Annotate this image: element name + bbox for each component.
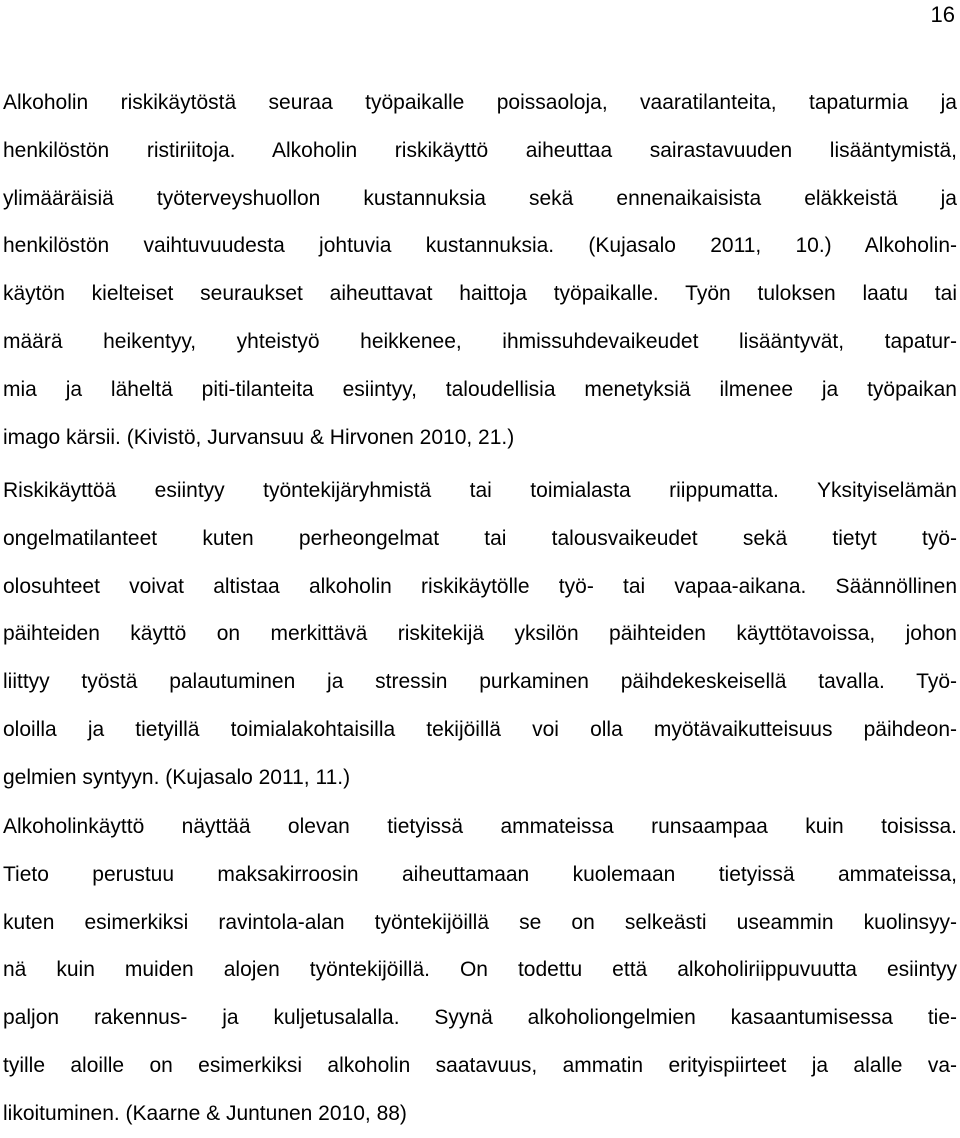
text-line: oloilla ja tietyillä toimialakohtaisilla tekijöillä voi olla myötävaikutteisuus päihdeon- bbox=[3, 717, 957, 741]
text-line: Tieto perustuu maksakirroosin aiheuttamaan kuolemaan tietyissä ammateissa, bbox=[3, 862, 957, 886]
text-line: imago kärsii. (Kivistö, Jurvansuu & Hirvonen 2010, 21.) bbox=[3, 425, 515, 449]
text-line: Alkoholin riskikäytöstä seuraa työpaikalle poissaoloja, vaaratilanteita, tapaturmia ja bbox=[3, 91, 957, 114]
paragraph-3 bbox=[3, 803, 957, 1138]
text-line: gelmien syntyyn. (Kujasalo 2011, 11.) bbox=[3, 765, 351, 789]
text-line: kuten esimerkiksi ravintola-alan työntekijöillä se on selkeästi useammin kuolinsyy- bbox=[3, 910, 957, 934]
text-line: Riskikäyttöä esiintyy työntekijäryhmistä tai toimialasta riippumatta. Yksityiselämän bbox=[3, 479, 957, 502]
text-line: likoituminen. (Kaarne & Juntunen 2010, 88) bbox=[3, 1101, 407, 1125]
text-line: ongelmatilanteet kuten perheongelmat tai talousvaikeudet sekä tietyt työ- bbox=[3, 526, 957, 550]
paragraph-1 bbox=[3, 79, 957, 461]
text-line: nä kuin muiden alojen työntekijöillä. On todettu että alkoholiriippuvuutta esiintyy bbox=[3, 958, 957, 982]
text-line: henkilöstön ristiriitoja. Alkoholin riskikäyttö aiheuttaa sairastavuuden lisääntymistä, bbox=[3, 138, 957, 162]
text-line: käytön kielteiset seuraukset aiheuttavat haittoja työpaikalle. Työn tuloksen laatu tai bbox=[3, 282, 957, 306]
text-line: ylimääräisiä työterveyshuollon kustannuksia sekä ennenaikaisista eläkkeistä ja bbox=[3, 186, 957, 210]
text-line: paljon rakennus- ja kuljetusalalla. Syynä alkoholiongelmien kasaantumisessa tie- bbox=[3, 1006, 957, 1030]
text-line: henkilöstön vaihtuvuudesta johtuvia kustannuksia. (Kujasalo 2011, 10.) Alkoholin- bbox=[3, 234, 957, 258]
text-line: liittyy työstä palautuminen ja stressin purkaminen päihdekeskeisellä tavalla. Työ- bbox=[3, 670, 957, 694]
text-line: määrä heikentyy, yhteistyö heikkenee, ihmissuhdevaikeudet lisääntyvät, tapatur- bbox=[3, 329, 957, 353]
text-line: olosuhteet voivat altistaa alkoholin riskikäytölle työ- tai vapaa-aikana. Säännöllinen bbox=[3, 574, 957, 598]
paragraph-2 bbox=[3, 467, 957, 802]
text-line: mia ja läheltä piti-tilanteita esiintyy, taloudellisia menetyksiä ilmenee ja työpaikan bbox=[3, 377, 957, 401]
page-number: 16 bbox=[930, 2, 955, 27]
text-line: tyille aloille on esimerkiksi alkoholin saatavuus, ammatin erityispiirteet ja alalle va- bbox=[3, 1053, 957, 1077]
text-line: Alkoholinkäyttö näyttää olevan tietyissä ammateissa runsaampaa kuin toisissa. bbox=[3, 815, 957, 838]
text-line: päihteiden käyttö on merkittävä riskitekijä yksilön päihteiden käyttötavoissa, johon bbox=[3, 622, 957, 646]
